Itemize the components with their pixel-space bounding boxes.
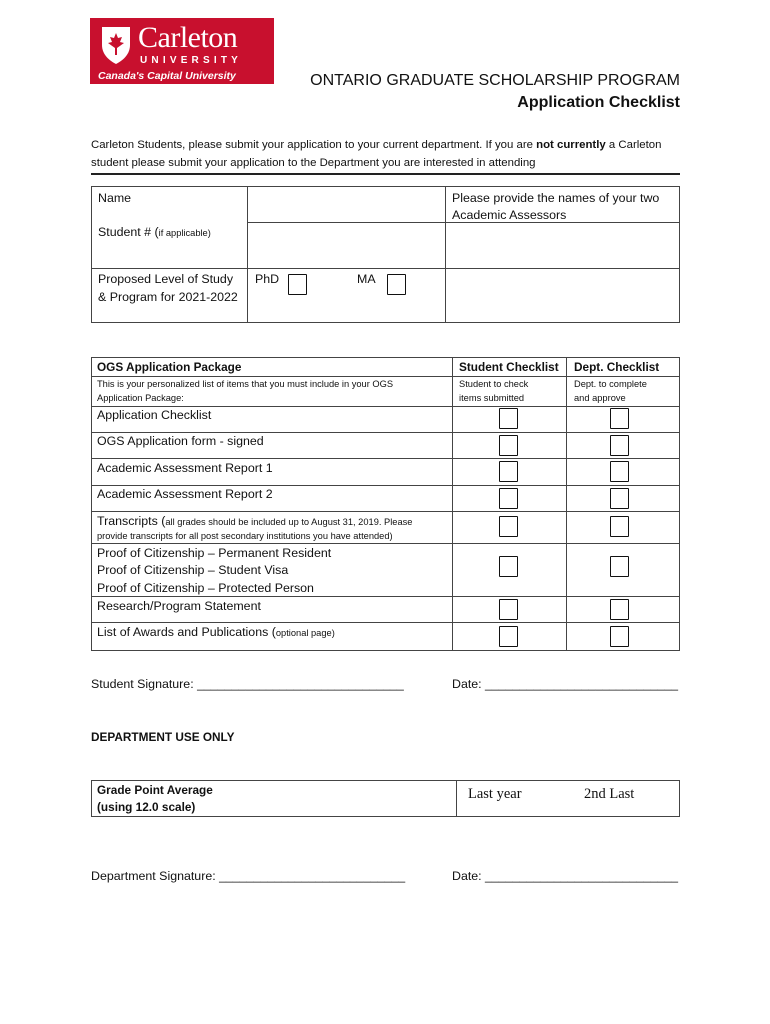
student-checkbox[interactable] — [499, 516, 518, 537]
program-title: ONTARIO GRADUATE SCHOLARSHIP PROGRAM — [310, 72, 680, 89]
transcripts-note-2: provide transcripts for all post secondary institutions you have attended) — [97, 531, 393, 541]
student-checkbox[interactable] — [499, 626, 518, 647]
dept-checkbox[interactable] — [610, 599, 629, 620]
item-assessment-1: Academic Assessment Report 1 — [97, 461, 273, 475]
transcripts-label: Transcripts ( — [97, 514, 166, 528]
intro-bold: not currently — [536, 139, 606, 151]
item-citizenship-protected: Proof of Citizenship – Protected Person — [97, 581, 314, 595]
student-number-text: Student # ( — [98, 225, 159, 239]
package-heading: OGS Application Package — [97, 360, 242, 374]
student-checkbox[interactable] — [499, 435, 518, 456]
assessor-1-field[interactable] — [446, 223, 679, 267]
student-checklist-note-2: items submitted — [459, 393, 525, 403]
logo-tagline: Canada's Capital University — [98, 70, 236, 82]
student-checkbox[interactable] — [499, 556, 518, 577]
logo-university: UNIVERSITY — [140, 55, 243, 66]
assessor-2-field[interactable] — [446, 269, 679, 322]
student-number-label — [98, 224, 211, 241]
item-assessment-2: Academic Assessment Report 2 — [97, 487, 273, 501]
package-note-2: Application Package: — [97, 393, 184, 403]
phd-checkbox[interactable] — [288, 274, 307, 295]
transcripts-note-1: all grades should be included up to August 31, 2019. Please — [165, 517, 413, 527]
checklist-title: Application Checklist — [517, 94, 680, 111]
dept-checkbox[interactable] — [610, 408, 629, 429]
item-application-checklist: Application Checklist — [97, 408, 212, 422]
item-awards — [97, 624, 335, 641]
intro-part1: Carleton Students, please submit your application to your current department. If you are — [91, 139, 537, 151]
student-date-line[interactable]: Date: ____________________________ — [452, 677, 679, 691]
assessors-label-2: Academic Assessors — [452, 208, 567, 222]
phd-label: PhD — [255, 272, 280, 286]
dept-checklist-heading: Dept. Checklist — [574, 360, 660, 374]
last-year-label: Last year — [468, 786, 522, 802]
gpa-label-2: (using 12.0 scale) — [97, 800, 196, 814]
ma-label: MA — [357, 272, 376, 286]
item-ogs-form: OGS Application form - signed — [97, 434, 264, 448]
second-last-label: 2nd Last — [584, 786, 635, 802]
dept-checkbox[interactable] — [610, 435, 629, 456]
name-field[interactable] — [248, 187, 444, 221]
assessors-label-1: Please provide the names of your two — [452, 191, 660, 205]
awards-note: optional page) — [275, 628, 335, 638]
department-use-only: DEPARTMENT USE ONLY — [91, 730, 235, 744]
student-checklist-heading: Student Checklist — [459, 360, 559, 374]
dept-checkbox[interactable] — [610, 461, 629, 482]
carleton-logo — [90, 18, 274, 84]
dept-checkbox[interactable] — [610, 556, 629, 577]
student-checkbox[interactable] — [499, 488, 518, 509]
divider — [91, 173, 680, 175]
package-note-1: This is your personalized list of items that you must include in your OGS — [97, 379, 394, 389]
item-citizenship-pr: Proof of Citizenship – Permanent Resident — [97, 546, 332, 560]
dept-checkbox[interactable] — [610, 626, 629, 647]
department-signature-line[interactable]: Department Signature: ___________________________ — [91, 869, 406, 883]
shield-icon — [100, 25, 132, 65]
item-citizenship-visa: Proof of Citizenship – Student Visa — [97, 563, 289, 577]
dept-checklist-note-1: Dept. to complete — [574, 379, 647, 389]
level-label-1: Proposed Level of Study — [98, 272, 234, 286]
name-label: Name — [98, 191, 132, 205]
student-number-note: if applicable) — [158, 228, 211, 238]
dept-checkbox[interactable] — [610, 488, 629, 509]
ma-checkbox[interactable] — [387, 274, 406, 295]
intro-part2: a Carleton student please submit your application to the Department you are interested in attending — [91, 139, 662, 169]
logo-name: Carleton — [138, 21, 238, 54]
student-number-field[interactable] — [248, 223, 444, 267]
department-date-line[interactable]: Date: ____________________________ — [452, 869, 679, 883]
item-research-statement: Research/Program Statement — [97, 599, 261, 613]
student-checkbox[interactable] — [499, 599, 518, 620]
gpa-label-1: Grade Point Average — [97, 783, 213, 797]
intro-text — [91, 136, 691, 172]
student-checkbox[interactable] — [499, 461, 518, 482]
student-checkbox[interactable] — [499, 408, 518, 429]
item-transcripts — [97, 513, 412, 530]
dept-checklist-note-2: and approve — [574, 393, 626, 403]
student-signature-line[interactable]: Student Signature: ______________________________ — [91, 677, 404, 691]
awards-label: List of Awards and Publications ( — [97, 625, 276, 639]
student-checklist-note-1: Student to check — [459, 379, 529, 389]
level-label-2: & Program for 2021-2022 — [98, 290, 238, 304]
dept-checkbox[interactable] — [610, 516, 629, 537]
